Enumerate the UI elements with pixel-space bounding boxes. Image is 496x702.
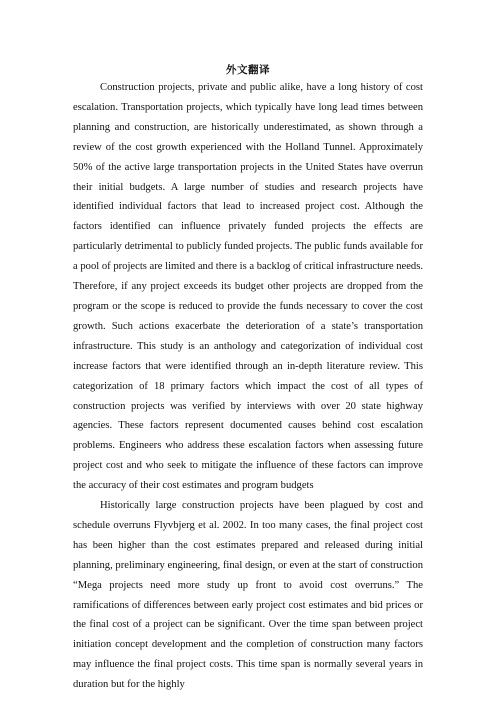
paragraph-1: Construction projects, private and public alike, have a long history of cost escalation. Transportation projects, which typically have long lead times between planning and construction, are historically underestimated, as shown through a review of the cost growth experienced with the Holland Tunnel. Approximately 50% of the active large transportation projects in the United States have overrun their initial budgets. A large number of studies and research projects have identified individual factors that lead to increased project cost. Although the factors identified can influence privately funded projects the effects are particularly detrimental to publicly funded projects. The public funds available for a pool of projects are limited and there is a backlog of critical infrastructure needs. Therefore, if any project exceeds its budget other projects are dropped from the program or the scope is reduced to provide the funds necessary to cover the cost growth. Such actions exacerbate the deterioration of a state’s transportation infrastructure. This study is an anthology and categorization of individual cost increase factors that were identified through an in-depth literature review. This categorization of 18 primary factors which impact the cost of all types of construction projects was verified by interviews with over 20 state highway agencies. These factors represent documented causes behind cost escalation problems. Engineers who address these escalation factors when assessing future project cost and who seek to mitigate the influence of these factors can improve the accuracy of their cost estimates and program budgets xyxy=(73,82,423,492)
document-body xyxy=(73,78,423,695)
paragraph-2: Historically large construction projects have been plagued by cost and schedule overruns Flyvbjerg et al. 2002. In too many cases, the final project cost has been higher than the cost estimates prepared and released during initial planning, preliminary engineering, final design, or even at the start of construction “Mega projects need more study up front to avoid cost overruns.” The ramifications of differences between early project cost estimates and bid prices or the final cost of a project can be significant. Over the time span between project initiation concept development and the completion of construction many factors may influence the final project costs. This time span is normally several years in duration but for the highly xyxy=(73,500,423,691)
page-title: 外文翻译 xyxy=(226,64,270,76)
